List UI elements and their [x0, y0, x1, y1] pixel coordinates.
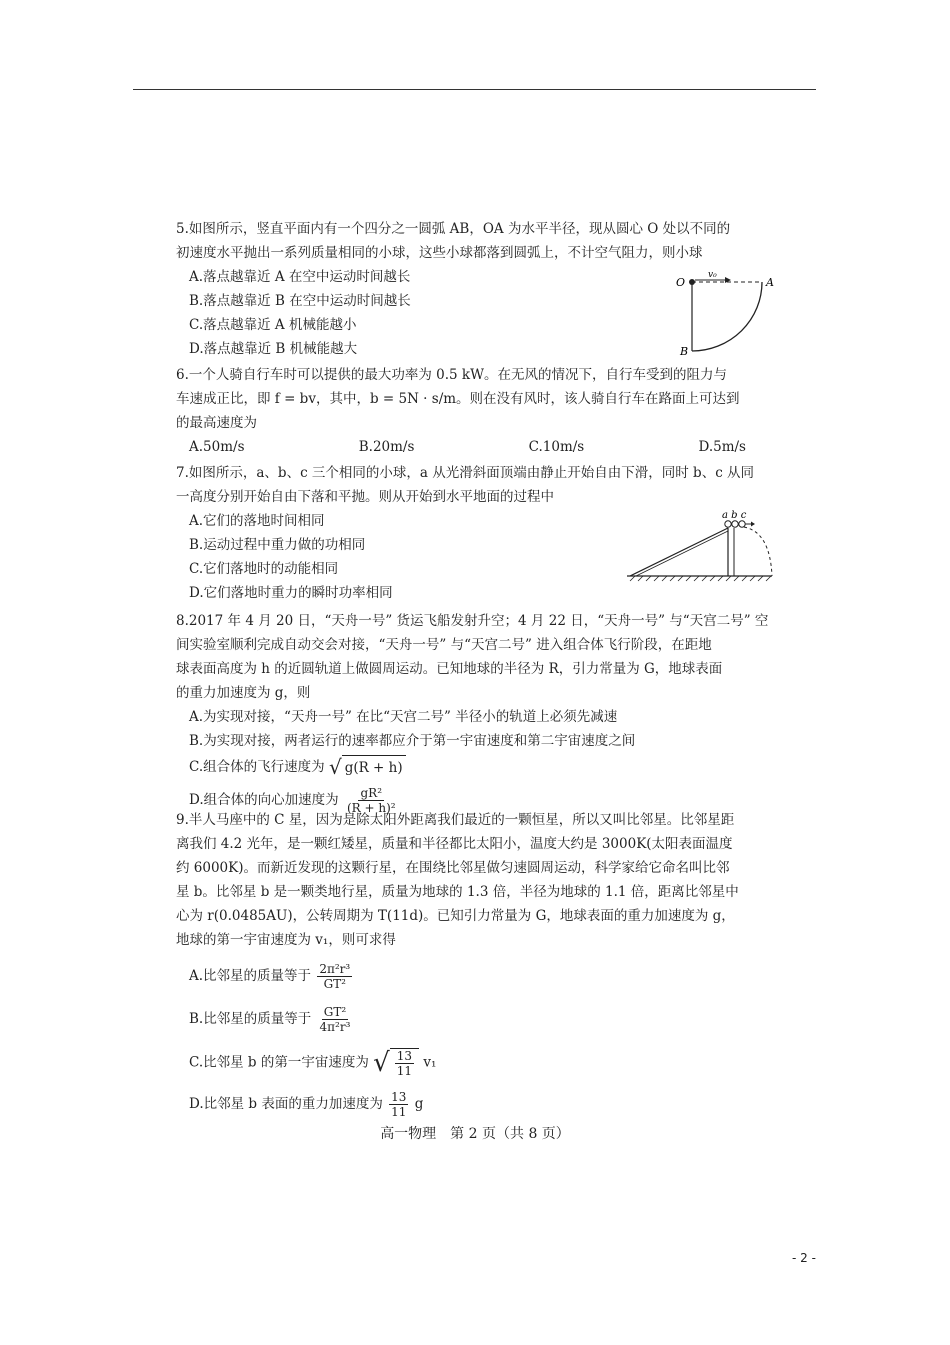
- q7-label-abc: a b c: [722, 510, 747, 521]
- q9-stem-line5: 心为 r(0.0485AU)，公转周期为 T(11d)。已知引力常量为 G，地球表面的重力加速度为 g，: [176, 908, 735, 924]
- q7-ball-c: [739, 521, 745, 527]
- q5-option-a: A.落点越靠近 A 在空中运动时间越长: [189, 269, 411, 285]
- q7-option-d: D.它们落地时重力的瞬时功率相同: [189, 585, 393, 601]
- q8-option-d-num: gR²: [360, 786, 383, 800]
- q6-option-d: D.5m/s: [698, 439, 746, 455]
- q6-stem-line2: 车速成正比，即 f = bv，其中，b = 5N · s/m。则在没有风时，该人骑自行车在路面上可达到: [176, 391, 740, 407]
- q9-option-c-sqrt: √ $\frac{13}{11}$: [373, 1048, 419, 1078]
- question-6: [176, 363, 786, 459]
- q7-option-b: B.运动过程中重力做的功相同: [189, 537, 366, 553]
- q7-ball-b: [732, 521, 738, 527]
- q8-option-d-den: (R + h)²: [346, 801, 396, 815]
- q5-stem-line1: 5.如图所示，竖直平面内有一个四分之一圆弧 AB，OA 为水平半径，现从圆心 O 处以不同的: [176, 221, 731, 237]
- q7-arrow-head: [751, 522, 755, 527]
- q9-option-c-num: 13: [396, 1049, 413, 1063]
- q8-stem-line3: 球表面高度为 h 的近圆轨道上做圆周运动。已知地球的半径为 R，引力常量为 G，地球表面: [176, 661, 723, 677]
- page-number: - 2 -: [792, 1251, 816, 1265]
- q5-figure-arc: [670, 268, 780, 360]
- q9-option-a: [176, 962, 786, 991]
- page-footer: 高一物理 第 2 页（共 8 页）: [380, 1126, 570, 1142]
- q6-option-b: B.20m/s: [358, 439, 415, 455]
- q7-stem-line1: 7.如图所示，a、b、c 三个相同的小球，a 从光滑斜面顶端由静止开始自由下滑，同时 b、c 从同: [176, 465, 755, 481]
- q6-stem-line3: 的最高速度为: [176, 415, 257, 431]
- q9-option-a-fraction: [317, 962, 352, 991]
- q5-label-a: A: [766, 276, 774, 289]
- q8-stem-line2: 间实验室顺利完成自动交会对接，“天舟一号” 与“天宫二号” 进入组合体飞行阶段，在距地: [176, 637, 712, 653]
- q9-option-b-fraction: [318, 1005, 353, 1034]
- q9-option-a-text: A.比邻星的质量等于: [189, 968, 312, 984]
- q9-option-d-text: D.比邻星 b 表面的重力加速度为: [189, 1096, 383, 1112]
- q5-option-b: B.落点越靠近 B 在空中运动时间越长: [189, 293, 411, 309]
- q7-projectile-path: [744, 527, 772, 576]
- q9-option-c-den: 11: [396, 1064, 413, 1078]
- q5-ball: [689, 279, 695, 285]
- q5-label-o: O: [676, 276, 686, 289]
- q9-option-c: [176, 1048, 786, 1078]
- q9-option-a-num: 2π²r³: [319, 962, 351, 976]
- header-rule: [133, 89, 816, 90]
- q8-option-c: [176, 755, 786, 780]
- q9-stem-line3: 约 6000K)。而新近发现的这颗行星，在围绕比邻星做匀速圆周运动，科学家给它命名叫比邻: [176, 860, 730, 876]
- q7-incline-surface: [630, 528, 728, 576]
- q7-ball-a: [725, 521, 731, 527]
- q5-label-v0: v₀: [708, 270, 717, 280]
- q5-option-c: C.落点越靠近 A 机械能越小: [189, 317, 357, 333]
- q9-option-c-text: C.比邻星 b 的第一宇宙速度为: [189, 1054, 369, 1071]
- q5-arc-ab: [692, 282, 762, 351]
- q9-option-b: [176, 1005, 786, 1034]
- q8-option-b: B.为实现对接，两者运行的速率都应介于第一宇宙速度和第二宇宙速度之间: [189, 733, 636, 749]
- question-8: [176, 609, 786, 815]
- q8-option-c-expr: g(R + h): [342, 755, 406, 780]
- q8-stem-line1: 8.2017 年 4 月 20 日，“天舟一号” 货运飞船发射升空；4 月 22 日，“天舟一号” 与“天宫二号” 空: [176, 613, 769, 629]
- q7-option-c: C.它们落地时的动能相同: [189, 561, 339, 577]
- q7-incline-under: [636, 531, 728, 576]
- q7-option-a: A.它们的落地时间相同: [189, 513, 325, 529]
- q9-option-b-num: GT²: [323, 1005, 347, 1019]
- q8-option-c-text: C.组合体的飞行速度为: [189, 759, 325, 775]
- q6-options: [176, 435, 786, 459]
- q7-stem-line2: 一高度分别开始自由下落和平抛。则从开始到水平地面的过程中: [176, 489, 554, 505]
- q6-stem-line1: 6.一个人骑自行车时可以提供的最大功率为 0.5 kW。在无风的情况下，自行车受到的阻力与: [176, 367, 727, 383]
- q9-option-b-text: B.比邻星的质量等于: [189, 1011, 312, 1027]
- q9-option-d-num: 13: [391, 1090, 407, 1104]
- q9-option-a-den: GT²: [323, 977, 346, 991]
- q5-label-b: B: [680, 345, 689, 358]
- question-9: [176, 808, 786, 1119]
- q6-option-a: A.50m/s: [189, 439, 245, 455]
- q7-ground-hatch: [630, 576, 771, 581]
- q9-option-d-fraction: [389, 1090, 408, 1119]
- q9-stem-line6: 地球的第一宇宙速度为 v₁，则可求得: [176, 932, 396, 948]
- q9-stem-line1: 9.半人马座中的 C 星，因为是除太阳外距离我们最近的一颗恒星，所以又叫比邻星。比邻星距: [176, 812, 735, 828]
- q8-option-a: A.为实现对接，“天舟一号” 在比“天宫二号” 半径小的轨道上必须先减速: [189, 709, 618, 725]
- q8-option-d-text: D.组合体的向心加速度为: [189, 792, 339, 808]
- q9-option-b-den: 4π²r³: [319, 1020, 351, 1034]
- q5-stem-line2: 初速度水平抛出一系列质量相同的小球，这些小球都落到圆弧上，不计空气阻力，则小球: [176, 245, 703, 261]
- q9-option-d: [176, 1090, 786, 1119]
- q6-option-c: C.10m/s: [528, 439, 585, 455]
- q9-stem-line4: 星 b。比邻星 b 是一颗类地行星，质量为地球的 1.3 倍，半径为地球的 1.1 倍，距离比邻星中: [176, 884, 739, 900]
- q8-option-c-sqrt: √ g(R + h): [329, 755, 406, 780]
- q9-stem-line2: 离我们 4.2 光年，是一颗红矮星，质量和半径都比太阳小，温度大约是 3000K(太阳表面温度: [176, 836, 733, 852]
- q9-option-c-tail: v₁: [423, 1054, 437, 1071]
- q8-stem-line4: 的重力加速度为 g，则: [176, 685, 311, 701]
- q7-figure-incline: [622, 508, 782, 588]
- q5-option-d: D.落点越靠近 B 机械能越大: [189, 341, 358, 357]
- q9-option-c-fraction: [395, 1049, 414, 1078]
- q9-option-d-den: 11: [391, 1105, 407, 1119]
- q9-option-d-tail: g: [414, 1096, 424, 1112]
